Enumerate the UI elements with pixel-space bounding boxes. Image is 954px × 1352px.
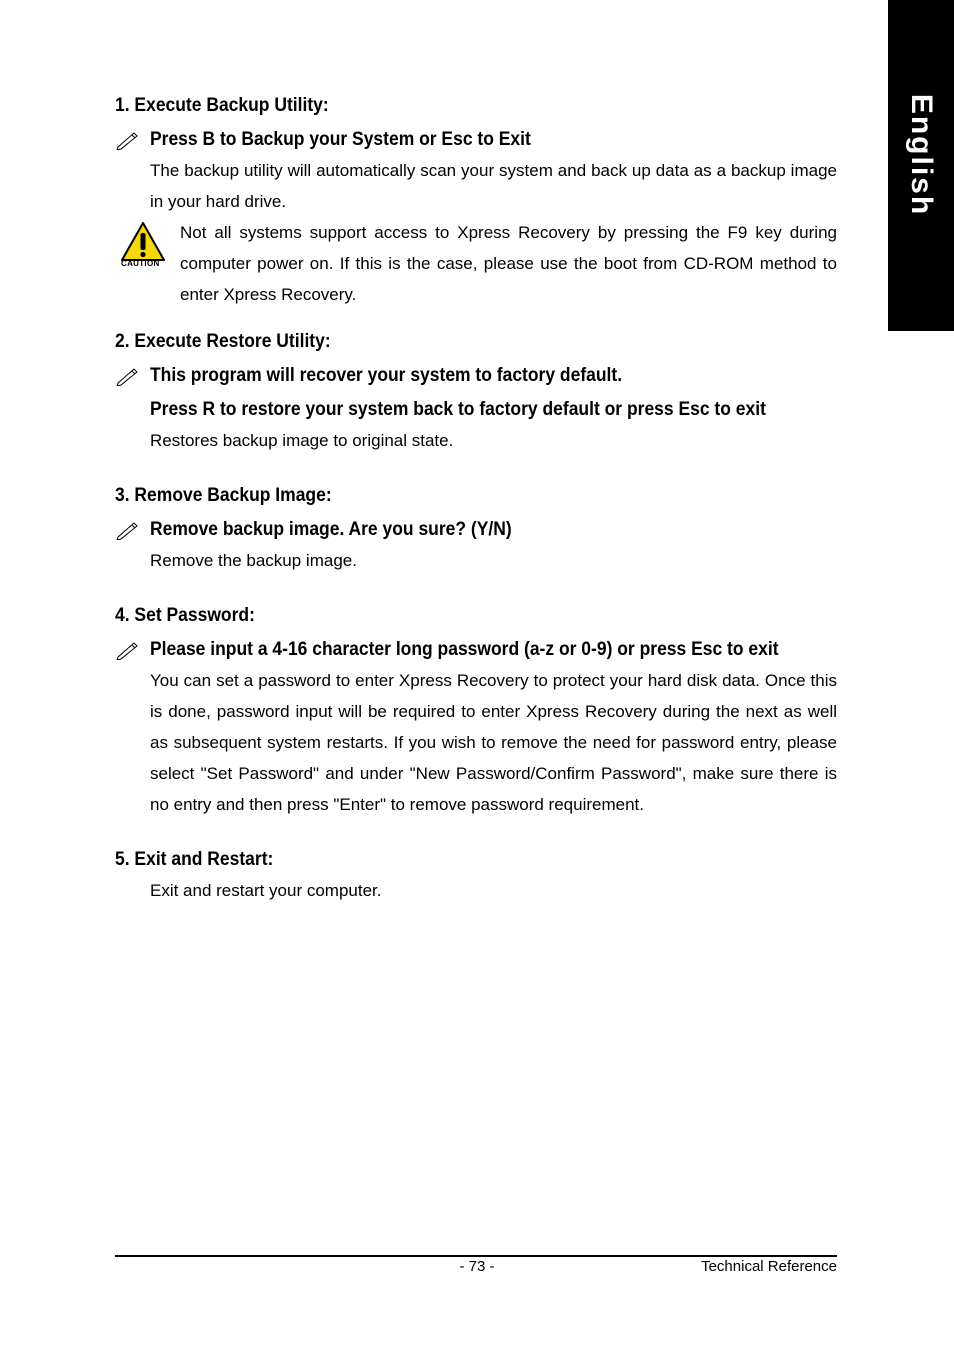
section-heading: 5. Exit and Restart: (115, 849, 274, 870)
description-text: Remove the backup image. (150, 551, 357, 570)
prompt-row (115, 364, 837, 398)
prompt-text-2: Press R to restore your system back to factory default or press Esc to exit (150, 399, 766, 420)
description-text: Exit and restart your computer. (150, 881, 382, 900)
description-text: You can set a password to enter Xpress Recovery to protect your hard disk data. Once this is done, password input will be required to enter Xpress Recovery during the next as well as subsequent system restarts. If you wish to remove the need for password entry, please select "Set Password" and under "New Password/Confirm Password", make sure there is no entry and then press "Enter" to remove password requirement. (150, 671, 837, 814)
section-heading: 2. Execute Restore Utility: (115, 331, 331, 352)
caution-text: Not all systems support access to Xpress Recovery by pressing the F9 key during computer power on. If this is the case, please use the boot from CD-ROM method to enter Xpress Recovery. (180, 223, 837, 304)
caution-note (115, 217, 837, 310)
prompt-text: Press B to Backup your System or Esc to Exit (150, 129, 531, 150)
language-tab-label: English (905, 93, 938, 217)
pencil-icon (115, 366, 139, 386)
description-text: Restores backup image to original state. (150, 431, 454, 450)
section-set-password (115, 604, 837, 820)
caution-label: CAUTION (121, 259, 160, 268)
prompt-text: Remove backup image. Are you sure? (Y/N) (150, 519, 512, 540)
footer-divider (115, 1255, 837, 1257)
section-heading: 3. Remove Backup Image: (115, 485, 332, 506)
prompt-text: Please input a 4-16 character long password (a-z or 0-9) or press Esc to exit (150, 639, 779, 660)
page-number: - 73 - (459, 1258, 495, 1275)
section-exit-restart (115, 848, 837, 906)
language-side-tab (888, 0, 954, 331)
section-backup (115, 94, 837, 310)
section-remove-backup (115, 484, 837, 576)
pencil-icon (115, 640, 139, 660)
page-content (115, 94, 837, 906)
pencil-icon (115, 130, 139, 150)
pencil-icon (115, 520, 139, 540)
description-text: The backup utility will automatically scan your system and back up data as a backup image in your hard drive. (150, 161, 837, 211)
section-heading: 1. Execute Backup Utility: (115, 95, 329, 116)
footer-title: Technical Reference (701, 1258, 837, 1275)
section-heading: 4. Set Password: (115, 605, 255, 626)
section-restore (115, 330, 837, 456)
prompt-text: This program will recover your system to factory default. (150, 365, 623, 386)
